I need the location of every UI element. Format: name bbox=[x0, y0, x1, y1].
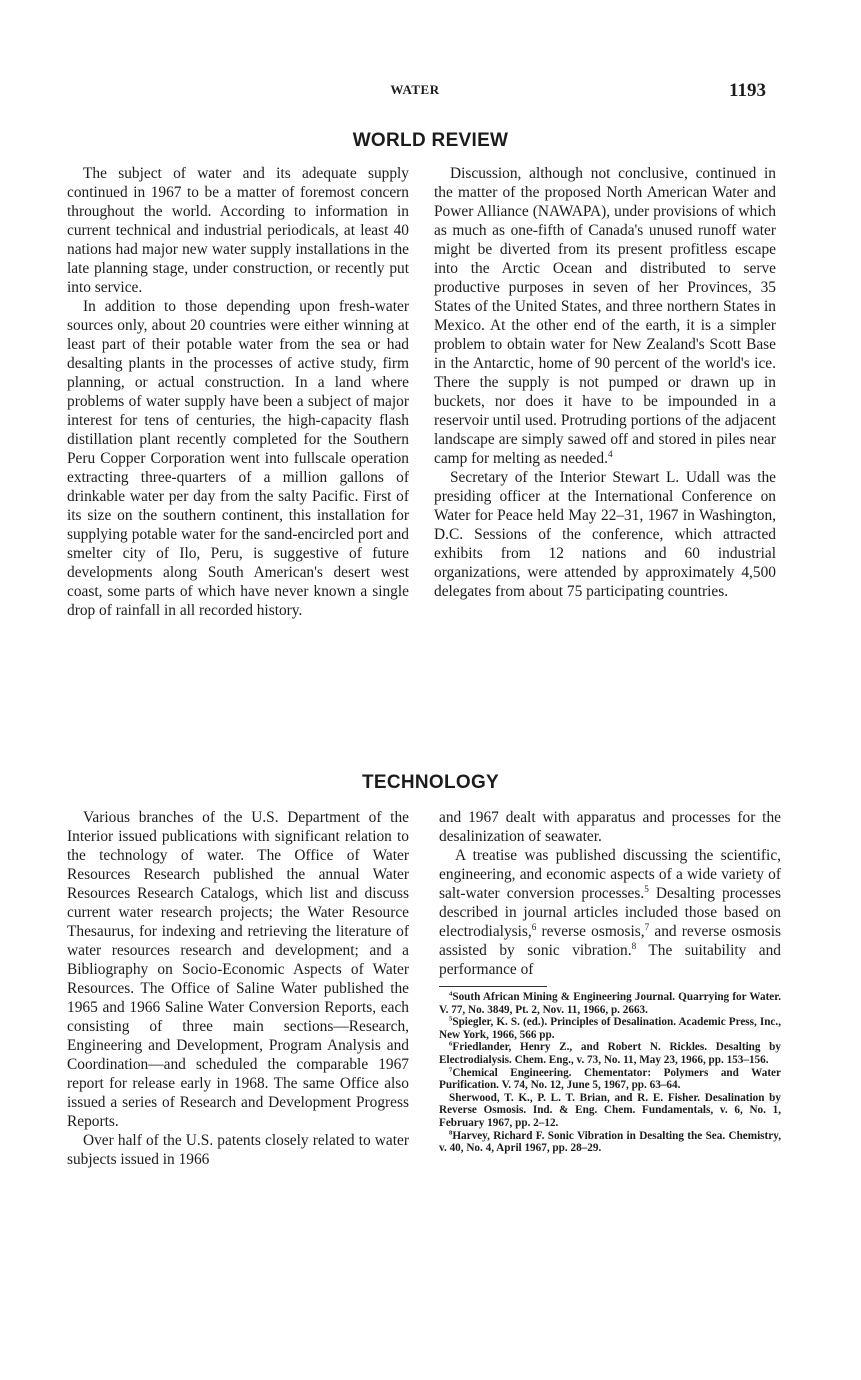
running-title: WATER bbox=[390, 82, 440, 97]
paragraph-text: A treatise was published discussing the scientific, engineering, and economic aspects of a wide variety of salt-water conversion processes. bbox=[439, 847, 781, 902]
paragraph: Secretary of the Interior Stewart L. Udall was the presiding officer at the International Conference on Water for Peace held May 22–31, 1967 in Washington, D.C. Sessions of the conference, which attracted exhibits from 12 nations and 60 industrial organizations, were attended by approximately 4,500 delegates from about 75 participating countries. bbox=[434, 469, 776, 600]
footnote-ref: 6 bbox=[531, 921, 537, 932]
technology-left-column bbox=[67, 808, 409, 1169]
footnote bbox=[439, 1067, 781, 1092]
footnote-text: Sherwood, T. K., P. L. T. Brian, and R. E. Fisher. Desalination by Reverse Osmosis. Ind. & Eng. Chem. Fundamentals, v. 6, No. 1, February 1967, pp. 2–12. bbox=[439, 1091, 781, 1129]
paragraph: Various branches of the U.S. Department of the Interior issued publications with significant relation to the technology of water. The Office of Water Resources Research published the annual Water Resources Research Catalogs, which list and discuss current water research projects; the Water Resource Thesaurus, for indexing and retrieving the literature of water resources research and development; and a Bibliography on Socio-Economic Aspects of Water Resources. The Office of Saline Water published the 1965 and 1966 Saline Water Conversion Reports, each consisting of three main sections—Research, Engineering and Development, Program Analysis and Coordination—and scheduled the comparable 1967 report for release early in 1968. The same Office also issued a series of Research and Development Progress Reports. bbox=[67, 809, 409, 1130]
footnote-ref: 5 bbox=[644, 883, 649, 894]
footnote-ref: 7 bbox=[644, 921, 650, 932]
paragraph-text: The suitability and performance of bbox=[439, 942, 782, 978]
footnote-number: 4 bbox=[449, 990, 453, 998]
footnote-text: Chemical Engineering. Chementator: Polymers and Water Purification. V. 74, No. 12, June 5, 1967, pp. 63–64. bbox=[439, 1066, 781, 1092]
footnote-ref: 4 bbox=[607, 448, 613, 459]
paragraph: and 1967 dealt with apparatus and processes for the desalinization of seawater. bbox=[439, 809, 781, 845]
paragraph-text: and reverse osmosis assisted by sonic vibration. bbox=[439, 923, 781, 959]
paragraph: Over half of the U.S. patents closely related to water subjects issued in 1966 bbox=[67, 1132, 409, 1168]
footnote-text: Harvey, Richard F. Sonic Vibration in Desalting the Sea. Chemistry, v. 40, No. 4, April 1967, pp. 28–29. bbox=[439, 1129, 781, 1155]
running-head bbox=[0, 80, 861, 104]
paragraph bbox=[434, 164, 776, 468]
footnote-divider bbox=[439, 986, 547, 987]
footnote-number: 8 bbox=[449, 1128, 453, 1136]
paragraph: In addition to those depending upon fresh-water sources only, about 20 countries were either winning at least part of their potable water from the sea or had desalting plants in the processes of active study, firm planning, or actual construction. In a land where problems of water supply have been a subject of major interest for tens of centuries, the high-capacity flash distillation plant recently completed for the Southern Peru Copper Corporation went into fullscale operation extracting three-quarters of a million gallons of drinkable water per day from the salty Pacific. First of its size on the southern continent, this installation for supplying potable water for the sand-encircled port and smelter city of Ilo, Peru, is suggestive of future developments along South American's desert west coast, some parts of which have never known a single drop of rainfall in all recorded history. bbox=[67, 298, 409, 619]
footnote-text: Friedlander, Henry Z., and Robert N. Rickles. Desalting by Electrodialysis. Chem. Eng., v. 73, No. 11, May 23, 1966, pp. 153–156. bbox=[439, 1041, 781, 1066]
paragraph-text: Discussion, although not conclusive, continued in the matter of the proposed North American Water and Power Alliance (NAWAPA), under provisions of which as much as one-fifth of Canada's unused runoff water might be diverted from its present profitless escape into the Arctic Ocean and distributed to serve productive purposes in seven of her Provinces, 35 States of the United States, and three northern States in Mexico. At the other end of the earth, it is a simpler problem to obtain water for New Zealand's Scott Base in the Antarctic, home of 90 percent of the world's ice. There the supply is not pumped or drawn up in buckets, nor does it have to be impounded in a reservoir until used. Protruding portions of the adjacent landscape are simply sawed off and stored in piles near camp for melting as needed. bbox=[434, 165, 776, 467]
page-number: 1193 bbox=[729, 80, 766, 101]
footnote-ref: 8 bbox=[631, 940, 637, 951]
footnote-text: Spiegler, K. S. (ed.). Principles of Desalination. Academic Press, Inc., New York, 1966, 566 pp. bbox=[439, 1016, 781, 1041]
footnote bbox=[439, 1041, 781, 1066]
technology-right-column bbox=[439, 808, 781, 1155]
paragraph-text: reverse osmosis, bbox=[536, 923, 645, 940]
paragraph: The subject of water and its adequate supply continued in 1967 to be a matter of foremost concern throughout the world. According to information in current technical and industrial periodicals, at least 40 nations had major new water supply installations in the late planning stage, under construction, or recently put into service. bbox=[67, 165, 409, 296]
paragraph-text: Desalting processes described in journal articles included those based on electrodialysis, bbox=[439, 885, 781, 940]
paragraph bbox=[439, 846, 781, 979]
footnotes bbox=[439, 991, 781, 1155]
section-heading-technology: TECHNOLOGY bbox=[361, 772, 500, 793]
footnote bbox=[439, 1016, 781, 1041]
footnote-number: 7 bbox=[449, 1065, 453, 1073]
world-review-right-column bbox=[434, 164, 776, 601]
section-heading-world-review: WORLD REVIEW bbox=[352, 130, 509, 151]
footnote-text: South African Mining & Engineering Journal. Quarrying for Water. V. 77, No. 3849, Pt. 2, Nov. 11, 1966, p. 2663. bbox=[439, 991, 781, 1016]
footnote bbox=[439, 1130, 781, 1155]
footnote-number: 5 bbox=[449, 1015, 453, 1023]
footnote bbox=[439, 991, 781, 1016]
footnote-number: 6 bbox=[449, 1040, 453, 1048]
footnote bbox=[439, 1092, 781, 1130]
world-review-left-column bbox=[67, 164, 409, 620]
